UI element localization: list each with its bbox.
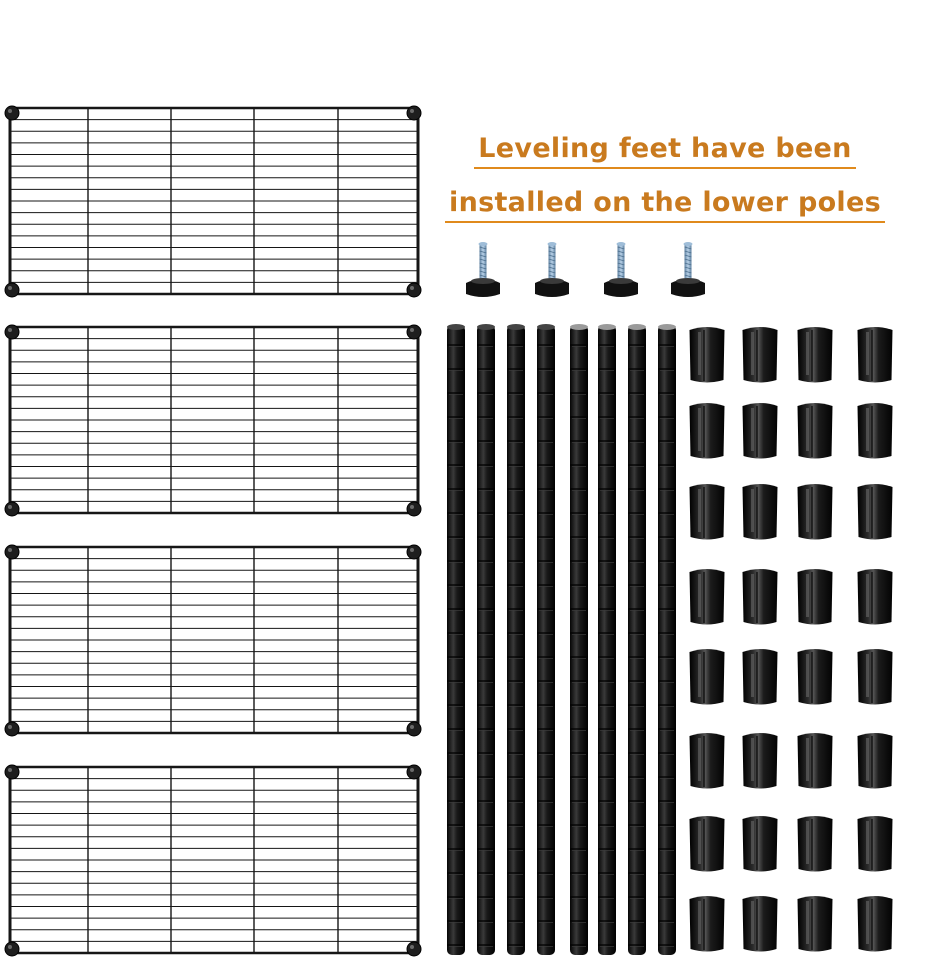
pole-icon	[477, 324, 495, 955]
wire-shelves	[5, 106, 421, 956]
sleeve-icon	[743, 569, 778, 625]
caption-line-1	[440, 133, 890, 169]
sleeve-icon	[743, 403, 778, 459]
wire-shelf-icon	[5, 325, 421, 516]
sleeve-icon	[690, 484, 725, 540]
pole-icon	[598, 324, 616, 955]
poles	[447, 324, 676, 955]
caption-line-2-text: installed on the lower poles	[445, 187, 885, 223]
caption-line-2	[440, 187, 890, 223]
sleeve-icon	[743, 896, 778, 952]
sleeve-icon	[743, 733, 778, 789]
sleeves	[690, 327, 893, 952]
sleeve-icon	[743, 649, 778, 705]
sleeve-icon	[858, 816, 893, 872]
leveling-foot-icon	[535, 242, 569, 297]
leveling-feet	[466, 242, 705, 297]
sleeve-icon	[690, 403, 725, 459]
sleeve-icon	[798, 733, 833, 789]
sleeve-icon	[858, 327, 893, 383]
sleeve-icon	[690, 327, 725, 383]
pole-icon	[537, 324, 555, 955]
pole-icon	[628, 324, 646, 955]
sleeve-icon	[690, 816, 725, 872]
wire-shelf-icon	[5, 765, 421, 956]
sleeve-icon	[743, 816, 778, 872]
sleeve-icon	[798, 569, 833, 625]
pole-icon	[507, 324, 525, 955]
wire-shelf-icon	[5, 106, 421, 297]
pole-icon	[447, 324, 465, 955]
sleeve-icon	[798, 816, 833, 872]
caption-line-1-text: Leveling feet have been	[474, 133, 855, 169]
sleeve-icon	[858, 733, 893, 789]
pole-icon	[658, 324, 676, 955]
sleeve-icon	[858, 484, 893, 540]
sleeve-icon	[690, 733, 725, 789]
pole-icon	[570, 324, 588, 955]
leveling-foot-icon	[466, 242, 500, 297]
sleeve-icon	[690, 649, 725, 705]
sleeve-icon	[858, 569, 893, 625]
sleeve-icon	[858, 896, 893, 952]
sleeve-icon	[743, 327, 778, 383]
leveling-foot-icon	[604, 242, 638, 297]
wire-shelf-icon	[5, 545, 421, 736]
sleeve-icon	[743, 484, 778, 540]
sleeve-icon	[798, 649, 833, 705]
leveling-foot-icon	[671, 242, 705, 297]
sleeve-icon	[690, 896, 725, 952]
sleeve-icon	[798, 484, 833, 540]
sleeve-icon	[798, 327, 833, 383]
sleeve-icon	[690, 569, 725, 625]
sleeve-icon	[798, 896, 833, 952]
sleeve-icon	[798, 403, 833, 459]
sleeve-icon	[858, 403, 893, 459]
sleeve-icon	[858, 649, 893, 705]
